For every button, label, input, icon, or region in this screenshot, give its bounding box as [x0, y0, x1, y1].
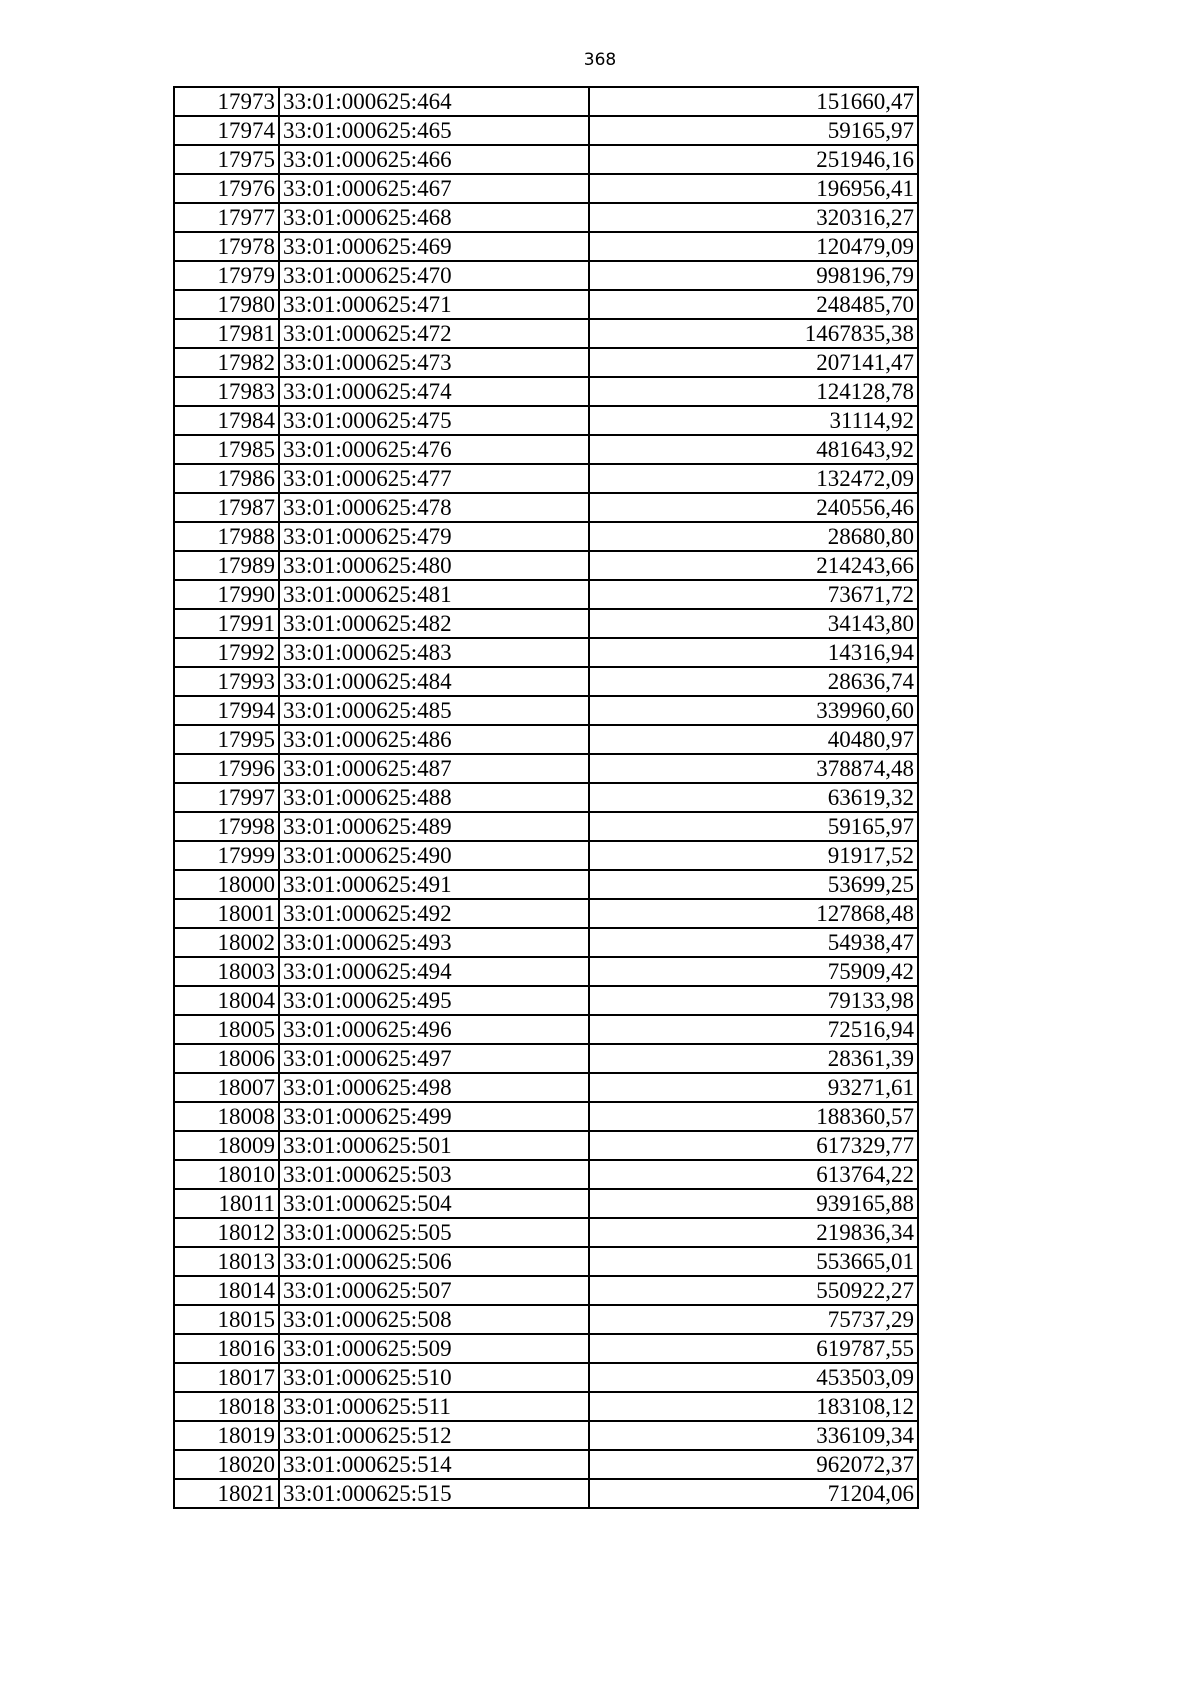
- cadastral-value-cell: 550922,27: [589, 1276, 918, 1305]
- row-number-cell: 17983: [174, 377, 279, 406]
- cadastral-number-cell: 33:01:000625:498: [279, 1073, 589, 1102]
- cadastral-value-cell: 962072,37: [589, 1450, 918, 1479]
- cadastral-number-cell: 33:01:000625:496: [279, 1015, 589, 1044]
- cadastral-value-cell: 28636,74: [589, 667, 918, 696]
- cadastral-number-cell: 33:01:000625:514: [279, 1450, 589, 1479]
- table-row: [174, 406, 918, 435]
- cadastral-value-cell: 127868,48: [589, 899, 918, 928]
- cadastral-value-cell: 31114,92: [589, 406, 918, 435]
- table-row: [174, 580, 918, 609]
- cadastral-number-cell: 33:01:000625:474: [279, 377, 589, 406]
- cadastral-number-cell: 33:01:000625:483: [279, 638, 589, 667]
- cadastral-number-cell: 33:01:000625:472: [279, 319, 589, 348]
- cadastral-value-cell: 188360,57: [589, 1102, 918, 1131]
- row-number-cell: 17985: [174, 435, 279, 464]
- cadastral-value-cell: 1467835,38: [589, 319, 918, 348]
- table-row: [174, 464, 918, 493]
- cadastral-value-cell: 124128,78: [589, 377, 918, 406]
- row-number-cell: 17996: [174, 754, 279, 783]
- cadastral-value-cell: 207141,47: [589, 348, 918, 377]
- row-number-cell: 17986: [174, 464, 279, 493]
- row-number-cell: 18008: [174, 1102, 279, 1131]
- row-number-cell: 17980: [174, 290, 279, 319]
- cadastral-number-cell: 33:01:000625:475: [279, 406, 589, 435]
- cadastral-value-cell: 132472,09: [589, 464, 918, 493]
- cadastral-number-cell: 33:01:000625:467: [279, 174, 589, 203]
- table-row: [174, 174, 918, 203]
- table-row: [174, 551, 918, 580]
- cadastral-number-cell: 33:01:000625:479: [279, 522, 589, 551]
- cadastral-number-cell: 33:01:000625:501: [279, 1131, 589, 1160]
- table-row: [174, 667, 918, 696]
- cadastral-value-cell: 59165,97: [589, 812, 918, 841]
- cadastral-number-cell: 33:01:000625:507: [279, 1276, 589, 1305]
- row-number-cell: 18014: [174, 1276, 279, 1305]
- cadastral-value-cell: 214243,66: [589, 551, 918, 580]
- cadastral-value-cell: 481643,92: [589, 435, 918, 464]
- table-row: [174, 203, 918, 232]
- cadastral-number-cell: 33:01:000625:464: [279, 87, 589, 116]
- table-row: [174, 1015, 918, 1044]
- cadastral-value-cell: 28680,80: [589, 522, 918, 551]
- cadastral-value-cell: 939165,88: [589, 1189, 918, 1218]
- row-number-cell: 18007: [174, 1073, 279, 1102]
- cadastral-value-cell: 72516,94: [589, 1015, 918, 1044]
- cadastral-value-cell: 336109,34: [589, 1421, 918, 1450]
- page-number: 368: [583, 50, 617, 70]
- cadastral-value-cell: 79133,98: [589, 986, 918, 1015]
- cadastral-number-cell: 33:01:000625:499: [279, 1102, 589, 1131]
- row-number-cell: 17978: [174, 232, 279, 261]
- cadastral-number-cell: 33:01:000625:503: [279, 1160, 589, 1189]
- row-number-cell: 17989: [174, 551, 279, 580]
- cadastral-number-cell: 33:01:000625:515: [279, 1479, 589, 1508]
- cadastral-number-cell: 33:01:000625:508: [279, 1305, 589, 1334]
- table-row: [174, 638, 918, 667]
- cadastral-value-cell: 93271,61: [589, 1073, 918, 1102]
- table-row: [174, 145, 918, 174]
- table-row: [174, 493, 918, 522]
- cadastral-number-cell: 33:01:000625:470: [279, 261, 589, 290]
- cadastral-value-cell: 378874,48: [589, 754, 918, 783]
- cadastral-number-cell: 33:01:000625:482: [279, 609, 589, 638]
- table-row: [174, 1392, 918, 1421]
- cadastral-number-cell: 33:01:000625:473: [279, 348, 589, 377]
- table-row: [174, 609, 918, 638]
- row-number-cell: 17997: [174, 783, 279, 812]
- cadastral-value-cell: 14316,94: [589, 638, 918, 667]
- cadastral-value-cell: 75737,29: [589, 1305, 918, 1334]
- table-row: [174, 1334, 918, 1363]
- cadastral-value-cell: 339960,60: [589, 696, 918, 725]
- table-row: [174, 783, 918, 812]
- cadastral-number-cell: 33:01:000625:481: [279, 580, 589, 609]
- cadastral-number-cell: 33:01:000625:485: [279, 696, 589, 725]
- row-number-cell: 17998: [174, 812, 279, 841]
- row-number-cell: 17974: [174, 116, 279, 145]
- table-row: [174, 87, 918, 116]
- table-row: [174, 1044, 918, 1073]
- row-number-cell: 18013: [174, 1247, 279, 1276]
- cadastral-value-cell: 219836,34: [589, 1218, 918, 1247]
- cadastral-number-cell: 33:01:000625:490: [279, 841, 589, 870]
- table-row: [174, 261, 918, 290]
- cadastral-number-cell: 33:01:000625:489: [279, 812, 589, 841]
- row-number-cell: 18004: [174, 986, 279, 1015]
- row-number-cell: 18011: [174, 1189, 279, 1218]
- row-number-cell: 18021: [174, 1479, 279, 1508]
- table-row: [174, 928, 918, 957]
- cadastral-number-cell: 33:01:000625:491: [279, 870, 589, 899]
- cadastral-value-cell: 63619,32: [589, 783, 918, 812]
- table-row: [174, 1218, 918, 1247]
- cadastral-value-cell: 553665,01: [589, 1247, 918, 1276]
- row-number-cell: 18017: [174, 1363, 279, 1392]
- table-row: [174, 348, 918, 377]
- cadastral-number-cell: 33:01:000625:476: [279, 435, 589, 464]
- row-number-cell: 17994: [174, 696, 279, 725]
- cadastral-number-cell: 33:01:000625:471: [279, 290, 589, 319]
- cadastral-number-cell: 33:01:000625:511: [279, 1392, 589, 1421]
- cadastral-value-cell: 34143,80: [589, 609, 918, 638]
- table-row: [174, 986, 918, 1015]
- row-number-cell: 17984: [174, 406, 279, 435]
- cadastral-value-cell: 73671,72: [589, 580, 918, 609]
- table-row: [174, 957, 918, 986]
- cadastral-value-table: [173, 86, 919, 1509]
- row-number-cell: 18002: [174, 928, 279, 957]
- cadastral-value-cell: 248485,70: [589, 290, 918, 319]
- cadastral-value-cell: 240556,46: [589, 493, 918, 522]
- cadastral-number-cell: 33:01:000625:509: [279, 1334, 589, 1363]
- cadastral-number-cell: 33:01:000625:504: [279, 1189, 589, 1218]
- cadastral-number-cell: 33:01:000625:468: [279, 203, 589, 232]
- table-row: [174, 696, 918, 725]
- table-row: [174, 377, 918, 406]
- cadastral-value-cell: 28361,39: [589, 1044, 918, 1073]
- table-row: [174, 290, 918, 319]
- cadastral-number-cell: 33:01:000625:506: [279, 1247, 589, 1276]
- row-number-cell: 17975: [174, 145, 279, 174]
- table-row: [174, 1247, 918, 1276]
- cadastral-number-cell: 33:01:000625:510: [279, 1363, 589, 1392]
- cadastral-value-cell: 151660,47: [589, 87, 918, 116]
- table-row: [174, 1073, 918, 1102]
- table-row: [174, 870, 918, 899]
- cadastral-value-cell: 617329,77: [589, 1131, 918, 1160]
- row-number-cell: 18012: [174, 1218, 279, 1247]
- cadastral-number-cell: 33:01:000625:484: [279, 667, 589, 696]
- row-number-cell: 18000: [174, 870, 279, 899]
- cadastral-number-cell: 33:01:000625:492: [279, 899, 589, 928]
- row-number-cell: 17993: [174, 667, 279, 696]
- cadastral-value-cell: 71204,06: [589, 1479, 918, 1508]
- table-row: [174, 1479, 918, 1508]
- cadastral-value-cell: 59165,97: [589, 116, 918, 145]
- table-row: [174, 725, 918, 754]
- row-number-cell: 18019: [174, 1421, 279, 1450]
- row-number-cell: 18005: [174, 1015, 279, 1044]
- cadastral-number-cell: 33:01:000625:480: [279, 551, 589, 580]
- row-number-cell: 18020: [174, 1450, 279, 1479]
- cadastral-value-cell: 75909,42: [589, 957, 918, 986]
- cadastral-number-cell: 33:01:000625:495: [279, 986, 589, 1015]
- row-number-cell: 17981: [174, 319, 279, 348]
- table-row: [174, 1276, 918, 1305]
- cadastral-number-cell: 33:01:000625:486: [279, 725, 589, 754]
- cadastral-value-cell: 320316,27: [589, 203, 918, 232]
- table-row: [174, 116, 918, 145]
- row-number-cell: 17999: [174, 841, 279, 870]
- row-number-cell: 18010: [174, 1160, 279, 1189]
- cadastral-number-cell: 33:01:000625:477: [279, 464, 589, 493]
- table-body: [174, 87, 918, 1508]
- cadastral-value-cell: 453503,09: [589, 1363, 918, 1392]
- table-row: [174, 1189, 918, 1218]
- cadastral-number-cell: 33:01:000625:494: [279, 957, 589, 986]
- cadastral-number-cell: 33:01:000625:493: [279, 928, 589, 957]
- row-number-cell: 17992: [174, 638, 279, 667]
- table-row: [174, 232, 918, 261]
- row-number-cell: 18003: [174, 957, 279, 986]
- row-number-cell: 17982: [174, 348, 279, 377]
- table-row: [174, 841, 918, 870]
- table-row: [174, 899, 918, 928]
- table-row: [174, 754, 918, 783]
- row-number-cell: 18001: [174, 899, 279, 928]
- row-number-cell: 18015: [174, 1305, 279, 1334]
- cadastral-value-cell: 120479,09: [589, 232, 918, 261]
- table-row: [174, 1102, 918, 1131]
- cadastral-value-cell: 613764,22: [589, 1160, 918, 1189]
- cadastral-number-cell: 33:01:000625:497: [279, 1044, 589, 1073]
- table-row: [174, 319, 918, 348]
- table-row: [174, 435, 918, 464]
- table-row: [174, 1450, 918, 1479]
- cadastral-number-cell: 33:01:000625:512: [279, 1421, 589, 1450]
- cadastral-number-cell: 33:01:000625:466: [279, 145, 589, 174]
- cadastral-number-cell: 33:01:000625:478: [279, 493, 589, 522]
- cadastral-value-cell: 40480,97: [589, 725, 918, 754]
- cadastral-number-cell: 33:01:000625:488: [279, 783, 589, 812]
- row-number-cell: 17979: [174, 261, 279, 290]
- cadastral-number-cell: 33:01:000625:469: [279, 232, 589, 261]
- row-number-cell: 18006: [174, 1044, 279, 1073]
- table-row: [174, 1363, 918, 1392]
- cadastral-value-cell: 196956,41: [589, 174, 918, 203]
- cadastral-number-cell: 33:01:000625:487: [279, 754, 589, 783]
- cadastral-value-cell: 91917,52: [589, 841, 918, 870]
- row-number-cell: 18009: [174, 1131, 279, 1160]
- table-row: [174, 812, 918, 841]
- cadastral-number-cell: 33:01:000625:505: [279, 1218, 589, 1247]
- row-number-cell: 18018: [174, 1392, 279, 1421]
- cadastral-value-cell: 53699,25: [589, 870, 918, 899]
- cadastral-value-cell: 619787,55: [589, 1334, 918, 1363]
- table-row: [174, 1305, 918, 1334]
- cadastral-value-cell: 998196,79: [589, 261, 918, 290]
- table-row: [174, 522, 918, 551]
- row-number-cell: 17976: [174, 174, 279, 203]
- row-number-cell: 17995: [174, 725, 279, 754]
- cadastral-value-cell: 251946,16: [589, 145, 918, 174]
- row-number-cell: 17973: [174, 87, 279, 116]
- table-row: [174, 1160, 918, 1189]
- table-row: [174, 1131, 918, 1160]
- row-number-cell: 17990: [174, 580, 279, 609]
- cadastral-value-cell: 54938,47: [589, 928, 918, 957]
- row-number-cell: 17987: [174, 493, 279, 522]
- row-number-cell: 18016: [174, 1334, 279, 1363]
- row-number-cell: 17991: [174, 609, 279, 638]
- cadastral-number-cell: 33:01:000625:465: [279, 116, 589, 145]
- table-row: [174, 1421, 918, 1450]
- cadastral-value-cell: 183108,12: [589, 1392, 918, 1421]
- row-number-cell: 17988: [174, 522, 279, 551]
- row-number-cell: 17977: [174, 203, 279, 232]
